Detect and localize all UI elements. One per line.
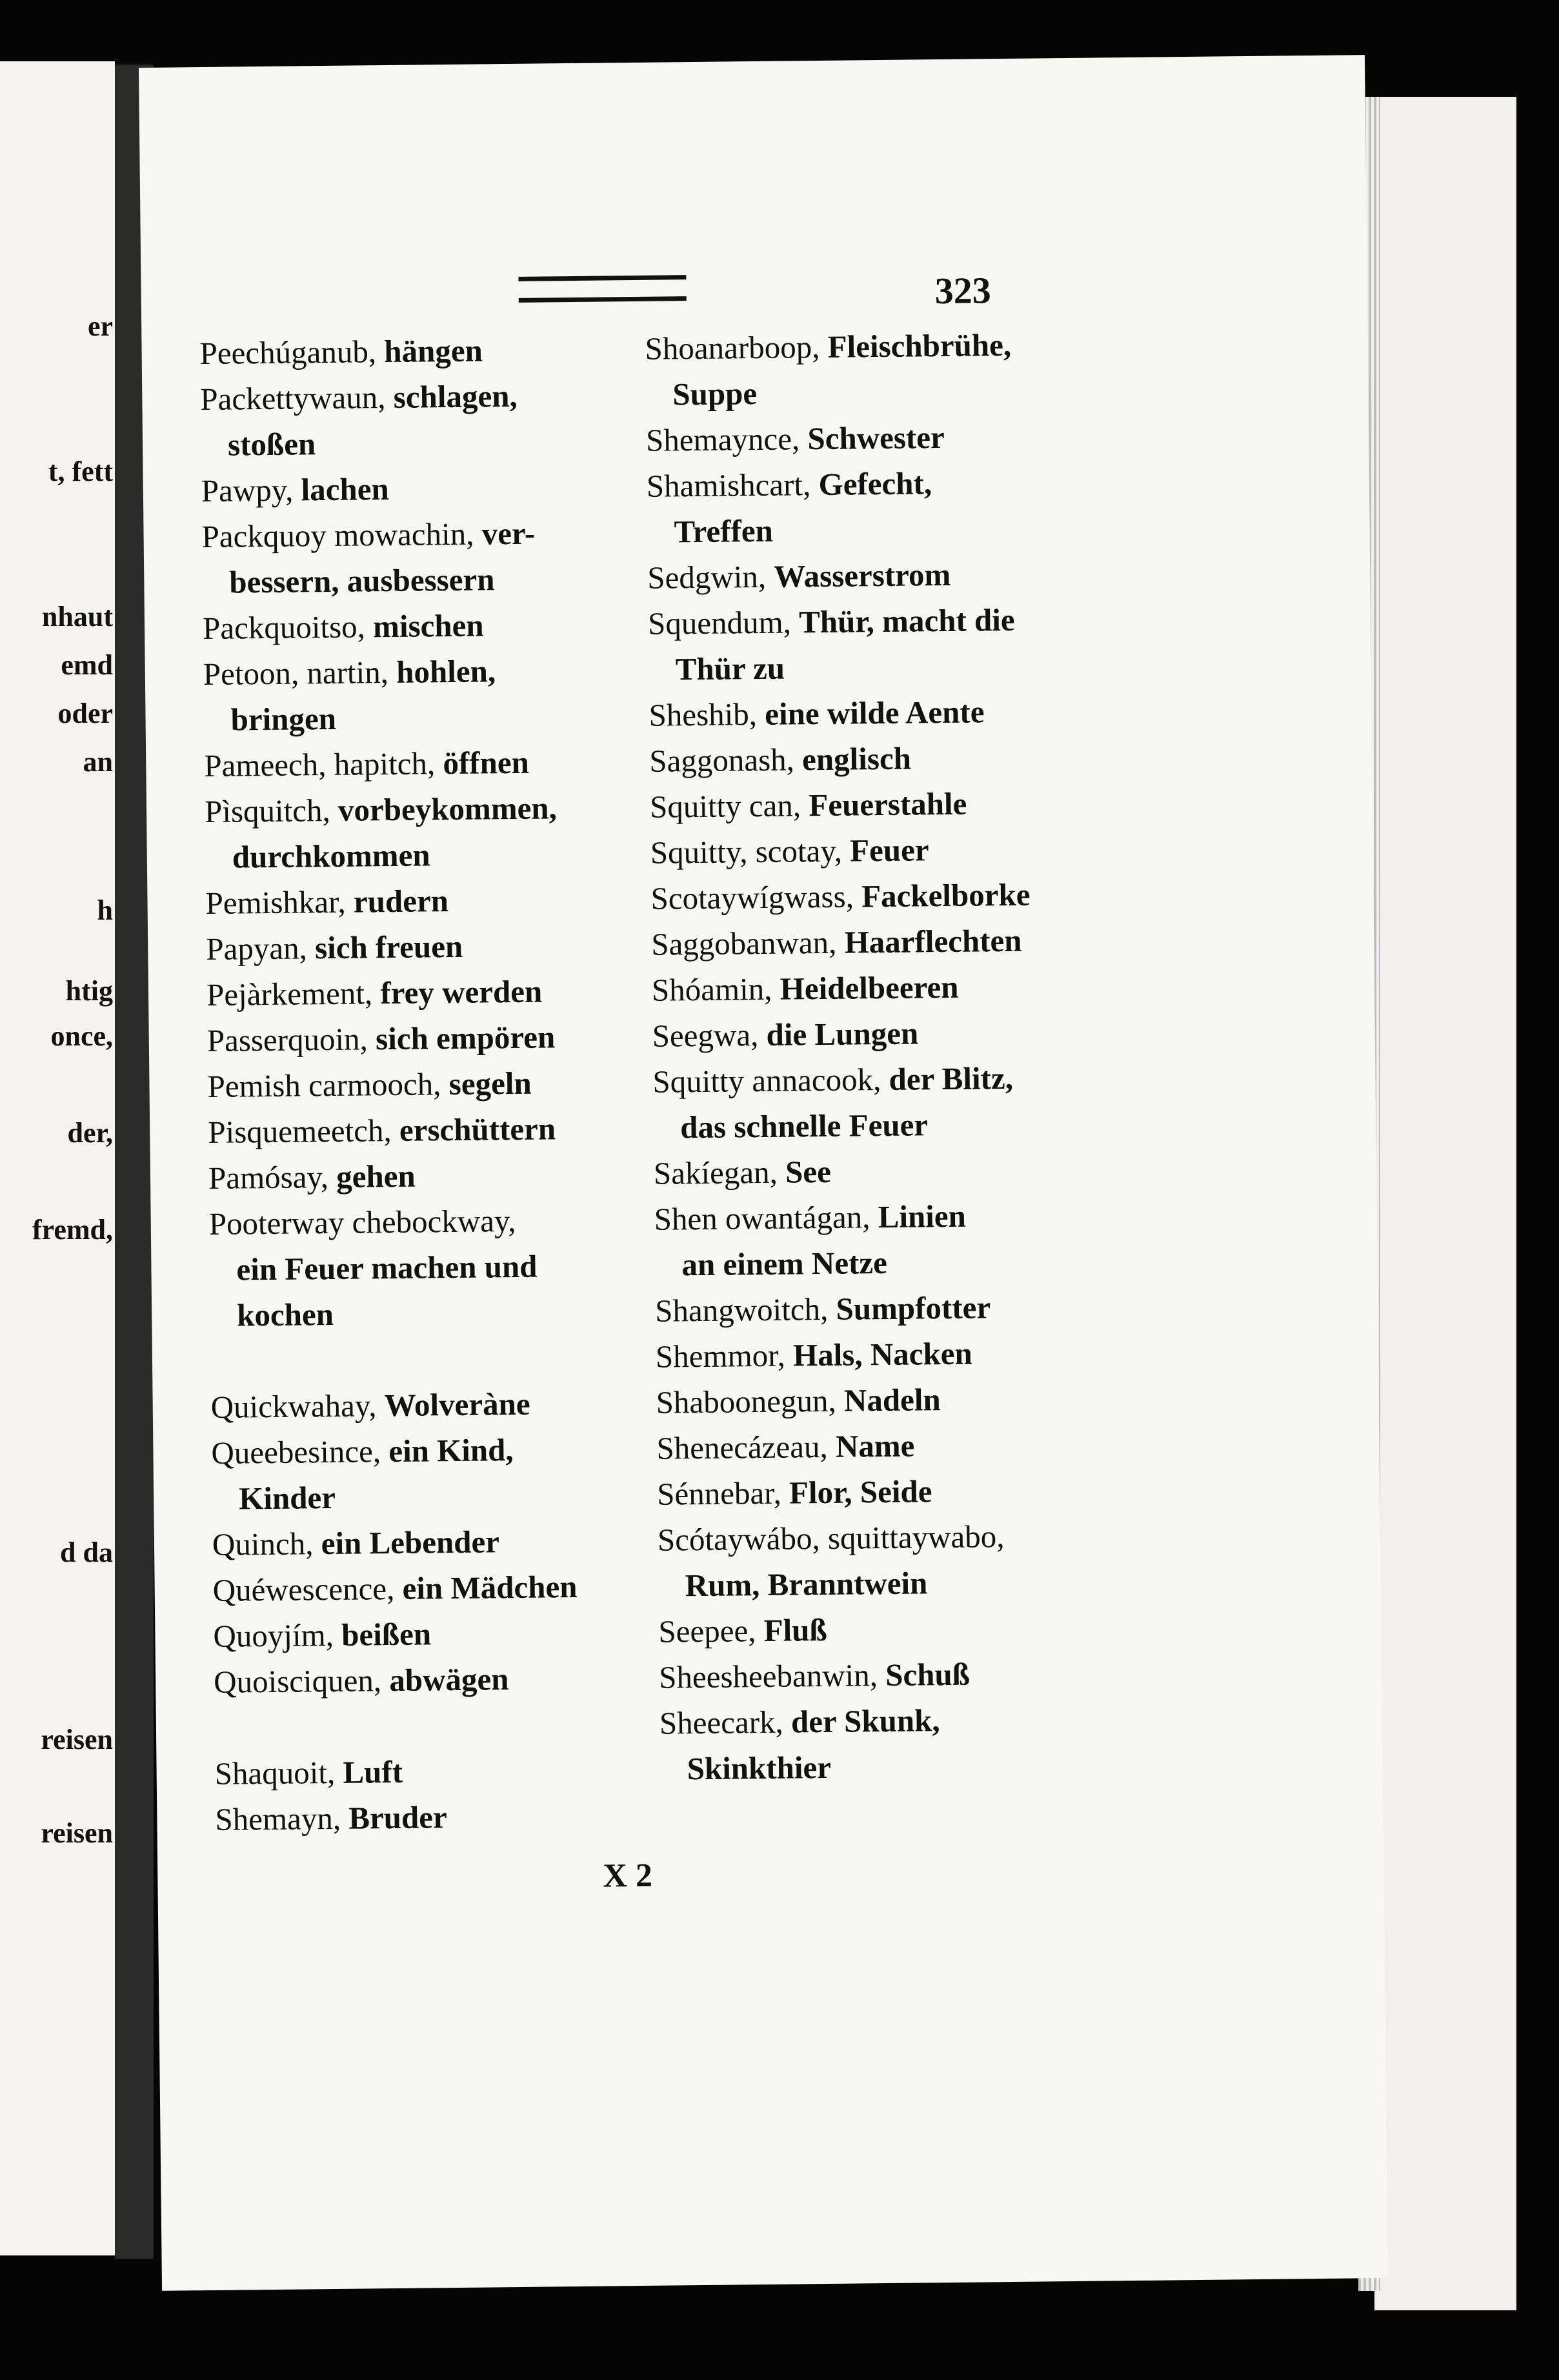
german-gloss: Gefecht,	[818, 465, 932, 503]
dictionary-entry	[212, 1517, 626, 1568]
entry-continuation	[645, 367, 1072, 418]
headword: Squitty can,	[649, 787, 801, 825]
headword: Sheshib,	[649, 696, 758, 733]
right-column	[645, 321, 1086, 1792]
headword: Pejàrkement,	[206, 975, 373, 1013]
german-gloss: Fackelborke	[861, 876, 1031, 914]
dictionary-entry	[208, 1196, 622, 1247]
german-gloss: Feuer	[849, 832, 929, 869]
german-gloss: hängen	[384, 332, 483, 370]
headword: Pameech, hapitch,	[204, 745, 436, 783]
german-gloss: ein Lebender	[321, 1524, 500, 1562]
german-gloss: Wasserstrom	[774, 556, 951, 594]
dictionary-entry	[212, 1563, 626, 1613]
left-column	[199, 326, 629, 1842]
facing-page-text: oder	[57, 698, 113, 729]
entry-continuation	[203, 692, 617, 743]
dictionary-entry	[650, 780, 1076, 830]
german-gloss: Schuß	[885, 1656, 971, 1693]
german-gloss: Name	[835, 1427, 915, 1464]
german-gloss: Heidelbeeren	[780, 969, 959, 1007]
facing-page-text: nhaut	[41, 601, 113, 632]
facing-page-text: once,	[50, 1020, 113, 1052]
headword: Pawpy,	[201, 472, 294, 509]
facing-page-text: h	[97, 894, 113, 926]
german-gloss: durchkommen	[232, 837, 430, 875]
headword: Pemishkar,	[205, 883, 346, 921]
dictionary-entry	[206, 922, 619, 972]
dictionary-entry	[656, 1421, 1083, 1471]
dictionary-entry	[199, 326, 613, 376]
headword: Pisquemeetch,	[207, 1112, 392, 1150]
facing-page-text: emd	[61, 649, 113, 681]
facing-page-text: reisen	[41, 1817, 113, 1849]
german-gloss: Suppe	[672, 375, 758, 412]
entry-continuation	[648, 642, 1074, 692]
german-gloss: lachen	[301, 470, 389, 508]
german-gloss: segeln	[448, 1065, 532, 1102]
entry-gap	[210, 1334, 624, 1384]
facing-page-text: d da	[60, 1537, 113, 1568]
dictionary-entry	[658, 1513, 1084, 1563]
dictionary-entry	[650, 825, 1076, 876]
entry-continuation	[212, 1471, 625, 1522]
facing-page-text: t, fett	[48, 456, 113, 487]
headword: Shen owantágan,	[654, 1199, 870, 1237]
dictionary-entry	[651, 917, 1078, 967]
german-gloss: Kinder	[238, 1479, 336, 1517]
headword: Shamishcart,	[646, 467, 811, 504]
headword: Packquoy mowachin,	[201, 516, 474, 555]
german-gloss: erschüttern	[399, 1111, 556, 1148]
facing-page-text: an	[83, 746, 113, 778]
german-gloss: an einem Netze	[681, 1244, 888, 1283]
headword: Packettywaun,	[200, 379, 386, 418]
dictionary-entry	[652, 1054, 1079, 1105]
headword: Pemish carmooch,	[207, 1066, 441, 1104]
german-gloss: abwägen	[389, 1661, 509, 1699]
headword: Sheesheebanwin,	[658, 1657, 878, 1695]
headword: Shangwoitch,	[654, 1291, 829, 1329]
dictionary-entry	[647, 550, 1074, 601]
headword: Shoanarboop,	[645, 328, 820, 367]
german-gloss: Thür, macht die	[798, 601, 1015, 640]
headword: Saggobanwan,	[650, 924, 837, 962]
entry-continuation	[205, 830, 618, 880]
dictionary-entry	[211, 1426, 625, 1476]
dictionary-entry	[215, 1792, 629, 1842]
german-gloss: Luft	[343, 1753, 403, 1790]
facing-page-text: er	[87, 310, 113, 342]
dictionary-entry	[204, 738, 618, 789]
headword: Pamósay,	[208, 1159, 329, 1196]
entry-continuation	[647, 505, 1073, 555]
entry-continuation	[209, 1242, 623, 1293]
dictionary-entry	[214, 1746, 628, 1797]
headword: Seegwa,	[652, 1017, 759, 1054]
dictionary-entry	[214, 1655, 627, 1705]
dictionary-entry	[646, 459, 1072, 509]
headword: Packquoitso,	[202, 609, 366, 647]
headword: Shaboonegun,	[656, 1382, 836, 1420]
headword: Shaquoit,	[214, 1754, 336, 1791]
german-gloss: ein Feuer machen und	[236, 1248, 538, 1287]
dictionary-entry	[656, 1375, 1082, 1426]
dictionary-entry	[208, 1151, 622, 1201]
german-gloss: mischen	[372, 607, 484, 645]
printer-signature: X 2	[603, 1857, 653, 1895]
headword: Shemaynce,	[645, 421, 800, 458]
german-gloss: schlagen,	[393, 378, 518, 415]
headword: Scotaywígwass,	[650, 878, 854, 916]
headword: Sénnebar,	[656, 1475, 782, 1512]
german-gloss: Rum, Branntwein	[685, 1565, 928, 1604]
german-gloss: beißen	[341, 1616, 432, 1653]
dictionary-entry	[654, 1146, 1080, 1196]
german-gloss: ein Kind,	[388, 1432, 514, 1469]
german-gloss: ver-	[481, 515, 536, 552]
german-gloss: Thür zu	[675, 650, 785, 687]
headword: Petoon, nartin,	[203, 654, 389, 692]
dictionary-entry	[206, 1013, 620, 1064]
german-gloss: Hals, Nacken	[792, 1335, 973, 1373]
german-gloss: rudern	[353, 883, 449, 920]
headword: Squitty annacook,	[652, 1062, 881, 1100]
dictionary-entry	[656, 1329, 1082, 1380]
dictionary-entry	[213, 1609, 627, 1659]
headword: Shóamin,	[651, 971, 772, 1008]
headword: Saggonash,	[649, 741, 795, 779]
entry-continuation	[658, 1558, 1084, 1609]
headword: Quinch,	[212, 1526, 314, 1562]
german-gloss: Bruder	[348, 1799, 448, 1836]
dictionary-entry	[652, 1009, 1078, 1059]
dictionary-entry	[201, 463, 614, 514]
headword: Quéwescence,	[212, 1570, 395, 1608]
entry-continuation	[210, 1288, 623, 1338]
german-gloss: englisch	[801, 740, 912, 778]
headword: Sakíegan,	[653, 1154, 778, 1191]
dictionary-entry	[203, 601, 616, 651]
german-gloss: Treffen	[674, 512, 774, 550]
dictionary-entry	[659, 1650, 1085, 1700]
german-gloss: ein Mädchen	[402, 1569, 578, 1606]
entry-continuation	[659, 1742, 1086, 1792]
headword: Seepee,	[658, 1613, 756, 1649]
german-gloss: Linien	[878, 1198, 967, 1235]
german-gloss: gehen	[336, 1158, 416, 1195]
headword: Quoisciquen,	[213, 1662, 382, 1700]
dictionary-entry	[655, 1284, 1081, 1334]
headword: Scótaywábo, squittaywabo,	[657, 1518, 1005, 1558]
headword: Pìsquitch,	[204, 792, 331, 829]
german-gloss: See	[785, 1153, 832, 1190]
book-page	[139, 55, 1388, 2291]
german-gloss: Haarflechten	[844, 922, 1022, 960]
headword: Shemayn,	[215, 1800, 341, 1837]
german-gloss: Schwester	[807, 419, 945, 457]
german-gloss: eine wilde Aente	[764, 694, 985, 732]
german-gloss: vorbeykommen,	[337, 790, 558, 828]
facing-page-text: fremd,	[32, 1214, 113, 1245]
dictionary-entry	[210, 1380, 624, 1430]
headword: Squitty, scotay,	[650, 832, 843, 871]
headword: Squendum,	[647, 604, 792, 641]
dictionary-entry	[206, 967, 620, 1018]
headword: Papyan,	[206, 930, 308, 967]
facing-page-text: reisen	[41, 1724, 113, 1755]
page-number: 323	[934, 269, 992, 312]
german-gloss: Fluß	[763, 1611, 828, 1648]
german-gloss: das schnelle Feuer	[679, 1107, 929, 1145]
german-gloss: öffnen	[443, 744, 530, 782]
german-gloss: sich freuen	[314, 928, 463, 966]
german-gloss: Fleischbrühe,	[827, 327, 1012, 365]
entry-continuation	[654, 1238, 1081, 1288]
headword: Quoyjím,	[213, 1617, 334, 1654]
headword: Quickwahay,	[210, 1387, 377, 1425]
german-gloss: Skinkthier	[687, 1749, 832, 1787]
dictionary-entry	[646, 413, 1072, 463]
dictionary-entry	[657, 1467, 1083, 1517]
dictionary-entry	[649, 734, 1076, 784]
dictionary-entry	[207, 1059, 621, 1109]
headword: Peechúganub,	[199, 334, 377, 372]
dictionary-entry	[201, 509, 615, 560]
entry-continuation	[202, 555, 616, 605]
headword: Sedgwin,	[647, 558, 767, 596]
dictionary-entry	[650, 871, 1077, 922]
headword: Shenecázeau,	[656, 1428, 828, 1466]
german-gloss: kochen	[236, 1296, 334, 1333]
dictionary-entry	[208, 1105, 621, 1155]
dictionary-entry	[649, 688, 1075, 738]
german-gloss: Feuerstahle	[809, 785, 967, 823]
dictionary-entry	[658, 1604, 1085, 1655]
facing-page-text: der,	[67, 1117, 113, 1149]
dictionary-entry	[205, 784, 618, 834]
dictionary-entry	[659, 1696, 1086, 1746]
dictionary-entry	[200, 372, 614, 422]
dictionary-entry	[205, 876, 619, 926]
header-rule	[518, 275, 686, 303]
german-gloss: Flor, Seide	[789, 1473, 932, 1511]
entry-gap	[214, 1700, 628, 1751]
entry-continuation	[653, 1100, 1080, 1151]
german-gloss: bessern, ausbessern	[229, 561, 495, 600]
headword: Pooterway chebockway,	[208, 1202, 516, 1242]
german-gloss: Sumpfotter	[836, 1289, 991, 1327]
german-gloss: frey werden	[380, 973, 543, 1011]
dictionary-entry	[648, 596, 1074, 647]
next-page-edge	[1374, 97, 1516, 2310]
facing-page-fragment	[0, 61, 115, 2255]
german-gloss: Nadeln	[843, 1382, 941, 1418]
entry-continuation	[201, 418, 614, 468]
german-gloss: Wolveràne	[384, 1386, 530, 1424]
dictionary-entry	[203, 647, 616, 697]
german-gloss: stoßen	[227, 426, 316, 463]
german-gloss: der Blitz,	[889, 1060, 1014, 1097]
german-gloss: die Lungen	[766, 1015, 919, 1053]
dictionary-entry	[645, 321, 1071, 372]
dictionary-entry	[654, 1192, 1080, 1242]
headword: Sheecark,	[659, 1704, 784, 1741]
german-gloss: sich empören	[375, 1019, 556, 1057]
german-gloss: hohlen,	[396, 653, 496, 690]
headword: Queebesince,	[211, 1433, 381, 1471]
facing-page-text: htig	[65, 975, 113, 1007]
headword: Passerquoin,	[206, 1021, 368, 1058]
dictionary-entry	[652, 963, 1078, 1013]
german-gloss: bringen	[230, 700, 337, 738]
german-gloss: der Skunk,	[790, 1702, 940, 1740]
headword: Shemmor,	[655, 1337, 786, 1375]
